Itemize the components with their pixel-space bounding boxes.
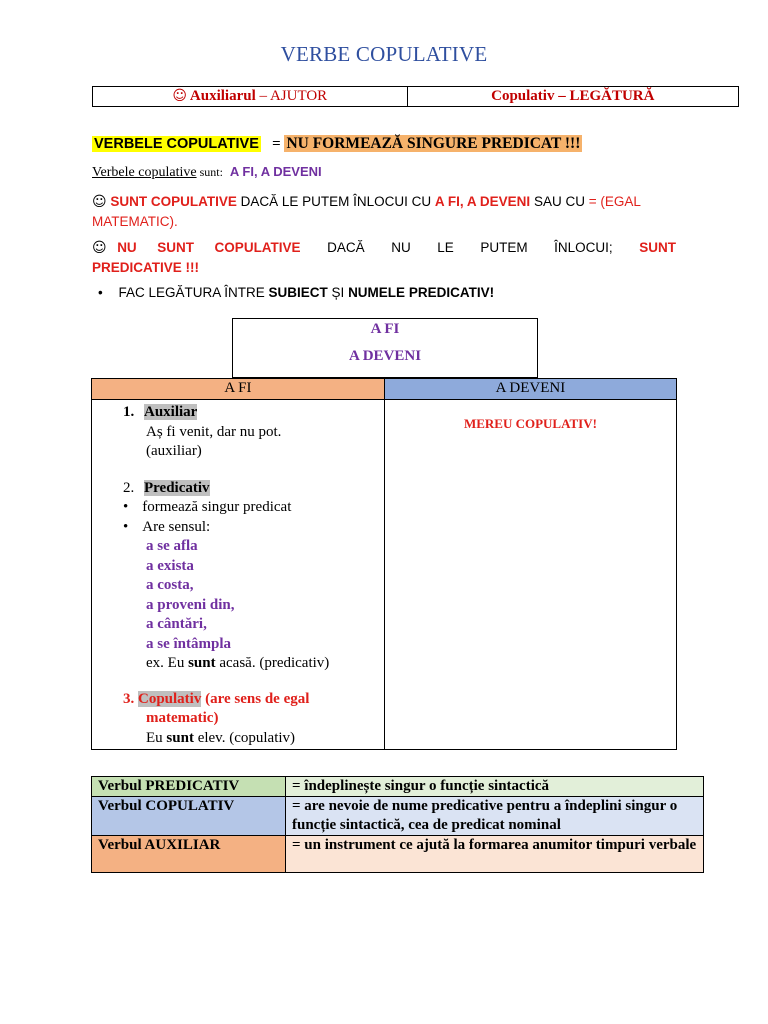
bullet-bold1: SUBIECT — [268, 285, 328, 300]
predicativ-number: 2. — [123, 479, 135, 496]
meanings-list — [123, 537, 383, 654]
meaning-item: a cântări, — [146, 616, 207, 632]
predicativ-section — [93, 479, 383, 674]
para1-text2: SAU CU — [530, 194, 589, 209]
box-line2: A DEVENI — [348, 348, 422, 364]
header-copulativ-cell: Copulativ – LEGĂTURĂ — [407, 87, 738, 107]
column-header-a-deveni: A DEVENI — [384, 379, 676, 400]
rule-statement: NU FORMEAZĂ SINGURE PREDICAT !!! — [286, 135, 581, 152]
auxiliar-example: Aș fi venit, dar nu pot. — [146, 423, 282, 440]
page-title: VERBE COPULATIVE — [280, 42, 488, 66]
paragraph-not-copulative — [92, 238, 676, 277]
para1-red2: A FI, A DEVENI — [434, 194, 531, 209]
cop-example-pre: Eu — [146, 729, 167, 746]
summary-def-copulativ: = are nevoie de nume predicative pentru a îndeplini singur o funcție sintactică, cea de predicat nominal — [286, 797, 704, 836]
para1-text1: DACĂ LE PUTEM ÎNLOCUI CU — [236, 194, 435, 209]
auxiliar-note: (auxiliar) — [146, 443, 202, 459]
box-line1: A FI — [370, 321, 400, 337]
rule-equals: = — [272, 136, 281, 152]
summary-def-auxiliar: = un instrument ce ajută la formarea anumitor timpuri verbale — [286, 836, 704, 873]
bullet-text2: ȘI — [327, 285, 349, 300]
para2-red1: NU SUNT COPULATIVE — [117, 240, 301, 255]
comparison-table — [91, 378, 677, 750]
smiley-icon: ☺ — [172, 88, 187, 104]
copulativ-section — [93, 690, 383, 749]
auxiliar-section — [93, 403, 383, 462]
predicativ-bullet-1-text: formează singur predicat — [142, 499, 292, 515]
para1-red1: SUNT COPULATIVE — [110, 194, 237, 209]
deveni-note: MEREU COPULATIV! — [463, 416, 597, 431]
para2-text1: DACĂ NU LE PUTEM ÎNLOCUI; — [300, 240, 640, 255]
pred-example-post: acasă. (predicativ) — [215, 655, 330, 671]
summary-term-copulativ: Verbul COPULATIV — [92, 797, 286, 836]
predicativ-bullet-1 — [123, 498, 383, 518]
copulativ-title: Copulativ — [138, 690, 202, 707]
auxiliar-number: 1. — [123, 404, 135, 420]
copulativ-number: 3. — [123, 690, 135, 707]
intro-underlined: Verbele copulative — [92, 165, 197, 180]
column-header-a-fi: A FI — [92, 379, 385, 400]
bullet-bold2: NUMELE PREDICATIV! — [348, 285, 495, 300]
meaning-item: a se întâmpla — [146, 635, 232, 652]
header-auxiliar-rest: – AJUTOR — [255, 88, 328, 104]
copulativ-sense: (are sens de egal matematic) — [146, 690, 310, 726]
intro-rest: sunt: — [196, 165, 223, 179]
copulativ-heading — [123, 690, 367, 729]
a-deveni-cell — [384, 400, 676, 750]
rule-label: VERBELE COPULATIVE — [94, 136, 259, 152]
cop-example-post: elev. (copulativ) — [193, 729, 296, 746]
header-auxiliar-cell — [93, 87, 408, 107]
predicativ-example — [123, 654, 383, 674]
meaning-item: a se afla — [146, 538, 198, 554]
rule-line — [92, 135, 692, 153]
summary-term-predicativ: Verbul PREDICATIV — [92, 777, 286, 797]
meaning-item: a exista — [146, 557, 194, 574]
bullet-icon: • — [123, 499, 129, 515]
intro-verbs: A FI, A DEVENI — [229, 164, 322, 179]
pred-example-pre: ex. Eu — [146, 655, 189, 671]
predicativ-bullet-2-text: Are sensul: — [142, 518, 211, 535]
pred-example-verb: sunt — [188, 655, 216, 671]
predicativ-bullet-2 — [123, 518, 383, 538]
meaning-item: a costa, — [146, 577, 194, 593]
intro-line — [92, 164, 322, 181]
smiley-icon: ☺ — [92, 240, 107, 256]
bullet-text1: FAC LEGĂTURA ÎNTRE — [118, 285, 269, 300]
predicativ-title: Predicativ — [144, 479, 210, 496]
bullet-icon: • — [98, 285, 103, 300]
smiley-icon: ☺ — [92, 194, 107, 210]
summary-def-predicativ: = îndeplinește singur o funcție sintactică — [286, 777, 704, 797]
bullet-item — [98, 285, 494, 300]
copulativ-example — [123, 729, 367, 749]
cop-example-verb: sunt — [166, 729, 194, 746]
paragraph-copulative — [92, 192, 676, 231]
para2-red2: SUNT PREDICATIVE !!! — [92, 240, 676, 275]
header-table — [92, 86, 739, 107]
para1-red3: = (EGAL MATEMATIC). — [92, 194, 641, 229]
meaning-item: a proveni din, — [146, 596, 235, 613]
a-fi-cell — [92, 400, 385, 750]
header-auxiliar-label: Auxiliarul — [189, 88, 256, 104]
verbs-box — [232, 318, 538, 378]
summary-table — [91, 776, 704, 873]
auxiliar-title: Auxiliar — [144, 404, 198, 420]
summary-term-auxiliar: Verbul AUXILIAR — [92, 836, 286, 873]
bullet-icon: • — [123, 518, 129, 535]
